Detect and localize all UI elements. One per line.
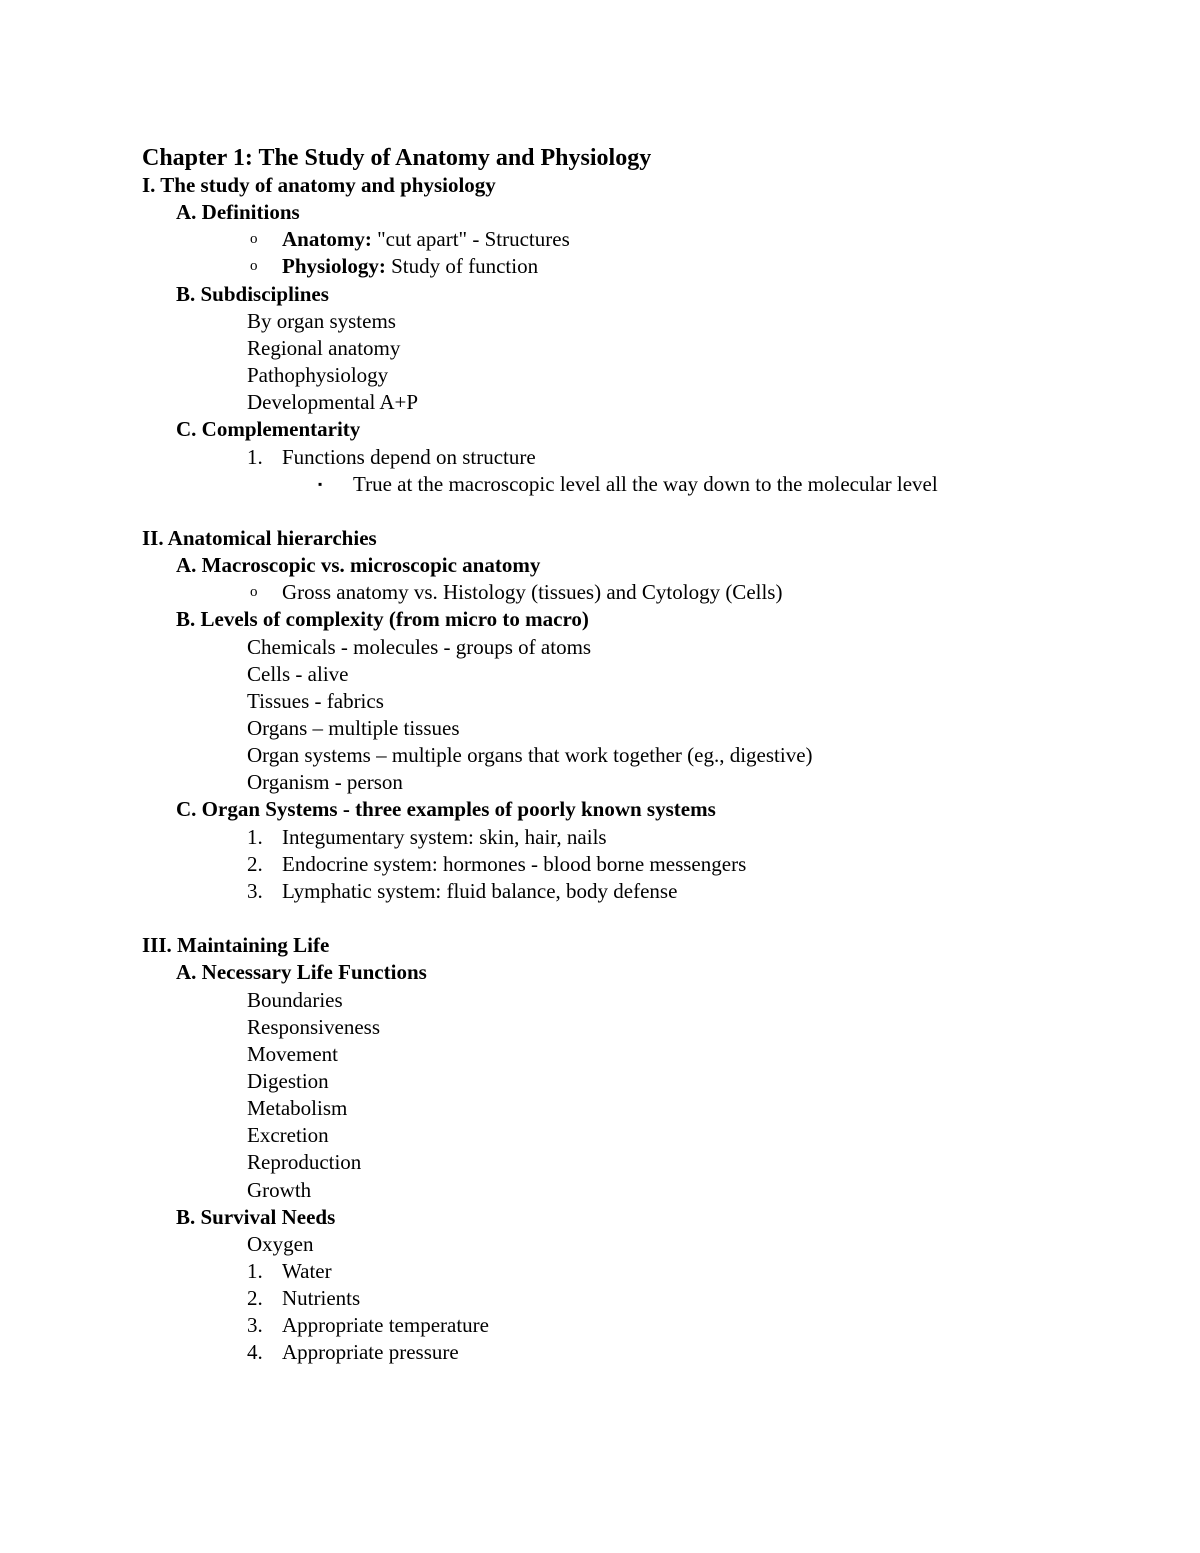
outline-item: Organism - person [247, 770, 403, 794]
outline-item: Regional anatomy [247, 336, 401, 360]
item-number: 1. [247, 825, 263, 849]
outline-item: Responsiveness [247, 1015, 380, 1039]
page-title: Chapter 1: The Study of Anatomy and Physiology [142, 145, 652, 171]
outline-item: Reproduction [247, 1150, 362, 1174]
term-label: Physiology: [282, 254, 386, 278]
outline-item: Pathophysiology [247, 363, 389, 387]
item-number: 3. [247, 1313, 263, 1337]
outline-item: Organ systems – multiple organs that work together (eg., digestive) [247, 743, 813, 767]
outline-item: Digestion [247, 1069, 329, 1093]
circle-bullet-icon: o [250, 231, 258, 247]
item-text: True at the macroscopic level all the way down to the molecular level [353, 472, 938, 496]
item-text: Lymphatic system: fluid balance, body defense [282, 879, 678, 903]
item-text: Water [282, 1259, 332, 1283]
term-description: "cut apart" - Structures [371, 227, 570, 251]
term-label: Anatomy: [282, 227, 372, 251]
item-text: Endocrine system: hormones - blood borne messengers [282, 852, 747, 876]
section-heading: III. Maintaining Life [142, 933, 330, 957]
circle-bullet-icon: o [250, 584, 258, 600]
item-number: 2. [247, 1286, 263, 1310]
outline-item: Growth [247, 1178, 312, 1202]
item-number: 4. [247, 1340, 263, 1364]
item-number: 1. [247, 445, 263, 469]
subsection-heading: B. Levels of complexity (from micro to macro) [176, 607, 589, 631]
outline-item: Organs – multiple tissues [247, 716, 460, 740]
outline-item: Chemicals - molecules - groups of atoms [247, 635, 592, 659]
subsection-heading: B. Subdisciplines [176, 282, 329, 306]
item-text: Nutrients [282, 1286, 361, 1310]
item-text: Integumentary system: skin, hair, nails [282, 825, 607, 849]
item-text: Functions depend on structure [282, 445, 536, 469]
subsection-heading: C. Complementarity [176, 417, 361, 441]
outline-item: Developmental A+P [247, 390, 419, 414]
subsection-heading: A. Necessary Life Functions [176, 960, 427, 984]
item-text [282, 253, 538, 280]
subsection-heading: A. Macroscopic vs. microscopic anatomy [176, 553, 541, 577]
item-text: Appropriate pressure [282, 1340, 459, 1364]
outline-item: Tissues - fabrics [247, 689, 384, 713]
outline-item: Metabolism [247, 1096, 348, 1120]
item-text [282, 579, 782, 606]
outline-item: Cells - alive [247, 662, 349, 686]
section-heading: II. Anatomical hierarchies [142, 526, 377, 550]
term-description: Gross anatomy vs. Histology (tissues) and Cytology (Cells) [282, 580, 783, 604]
square-bullet-icon: ▪ [318, 477, 323, 491]
outline-item: Excretion [247, 1123, 329, 1147]
subsection-heading: A. Definitions [176, 200, 300, 224]
term-description: Study of function [385, 254, 539, 278]
item-text [282, 226, 570, 253]
item-number: 3. [247, 879, 263, 903]
circle-bullet-icon: o [250, 258, 258, 274]
outline-item: Oxygen [247, 1232, 314, 1256]
section-heading: I. The study of anatomy and physiology [142, 173, 496, 197]
outline-item: Boundaries [247, 988, 343, 1012]
subsection-heading: B. Survival Needs [176, 1205, 336, 1229]
item-text: Appropriate temperature [282, 1313, 489, 1337]
outline-item: Movement [247, 1042, 338, 1066]
outline-item: By organ systems [247, 309, 396, 333]
item-number: 2. [247, 852, 263, 876]
item-number: 1. [247, 1259, 263, 1283]
subsection-heading: C. Organ Systems - three examples of poorly known systems [176, 797, 716, 821]
